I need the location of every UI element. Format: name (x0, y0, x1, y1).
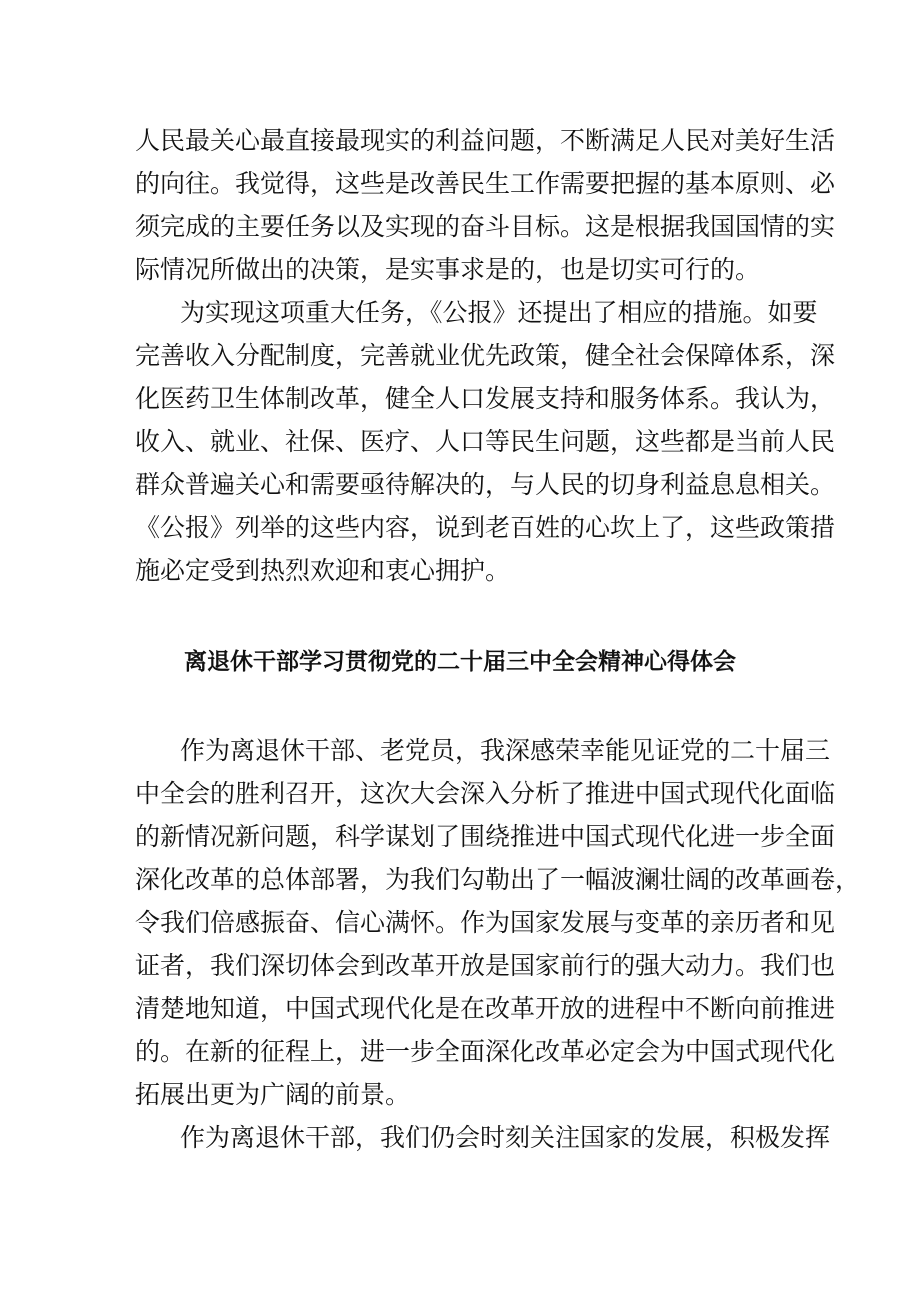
paragraph-line: 清楚地知道，中国式现代化是在改革开放的进程中不断向前推进 (135, 994, 836, 1023)
article-heading: 离退休干部学习贯彻党的二十届三中全会精神心得体会 (184, 649, 736, 675)
paragraph-line: 作为离退休干部，我们仍会时刻关注国家的发展，积极发挥 (180, 1123, 831, 1152)
paragraph-line: 收入、就业、社保、医疗、人口等民生问题，这些都是当前人民 (135, 427, 836, 456)
paragraph-line: 须完成的主要任务以及实现的奋斗目标。这是根据我国国情的实 (135, 212, 836, 241)
paragraph-line: 化医药卫生体制改革，健全人口发展支持和服务体系。我认为， (135, 384, 836, 413)
paragraph-line: 人民最关心最直接最现实的利益问题，不断满足人民对美好生活 (135, 126, 836, 155)
paragraph-line: 中全会的胜利召开，这次大会深入分析了推进中国式现代化面临 (135, 779, 836, 808)
paragraph-line: 的。在新的征程上，进一步全面深化改革必定会为中国式现代化 (135, 1037, 836, 1066)
paragraph-line: 为实现这项重大任务，《公报》还提出了相应的措施。如要 (180, 298, 818, 327)
paragraph-line: 《公报》列举的这些内容，说到老百姓的心坎上了，这些政策措 (135, 513, 836, 542)
paragraph-line: 深化改革的总体部署，为我们勾勒出了一幅波澜壮阔的改革画卷， (135, 865, 861, 894)
paragraph-line: 群众普遍关心和需要亟待解决的，与人民的切身利益息息相关。 (135, 470, 836, 499)
paragraph-line: 拓展出更为广阔的前景。 (135, 1080, 411, 1109)
paragraph-line: 证者，我们深切体会到改革开放是国家前行的强大动力。我们也 (135, 951, 836, 980)
paragraph-line: 完善收入分配制度，完善就业优先政策，健全社会保障体系，深 (135, 341, 836, 370)
paragraph-line: 的新情况新问题，科学谋划了围绕推进中国式现代化进一步全面 (135, 822, 836, 851)
paragraph-line: 的向往。我觉得，这些是改善民生工作需要把握的基本原则、必 (135, 169, 836, 198)
paragraph-line: 际情况所做出的决策，是实事求是的，也是切实可行的。 (135, 255, 761, 284)
paragraph-line: 令我们倍感振奋、信心满怀。作为国家发展与变革的亲历者和见 (135, 908, 836, 937)
paragraph-line: 施必定受到热烈欢迎和衷心拥护。 (135, 556, 511, 585)
paragraph-line: 作为离退休干部、老党员，我深感荣幸能见证党的二十届三 (180, 736, 831, 765)
